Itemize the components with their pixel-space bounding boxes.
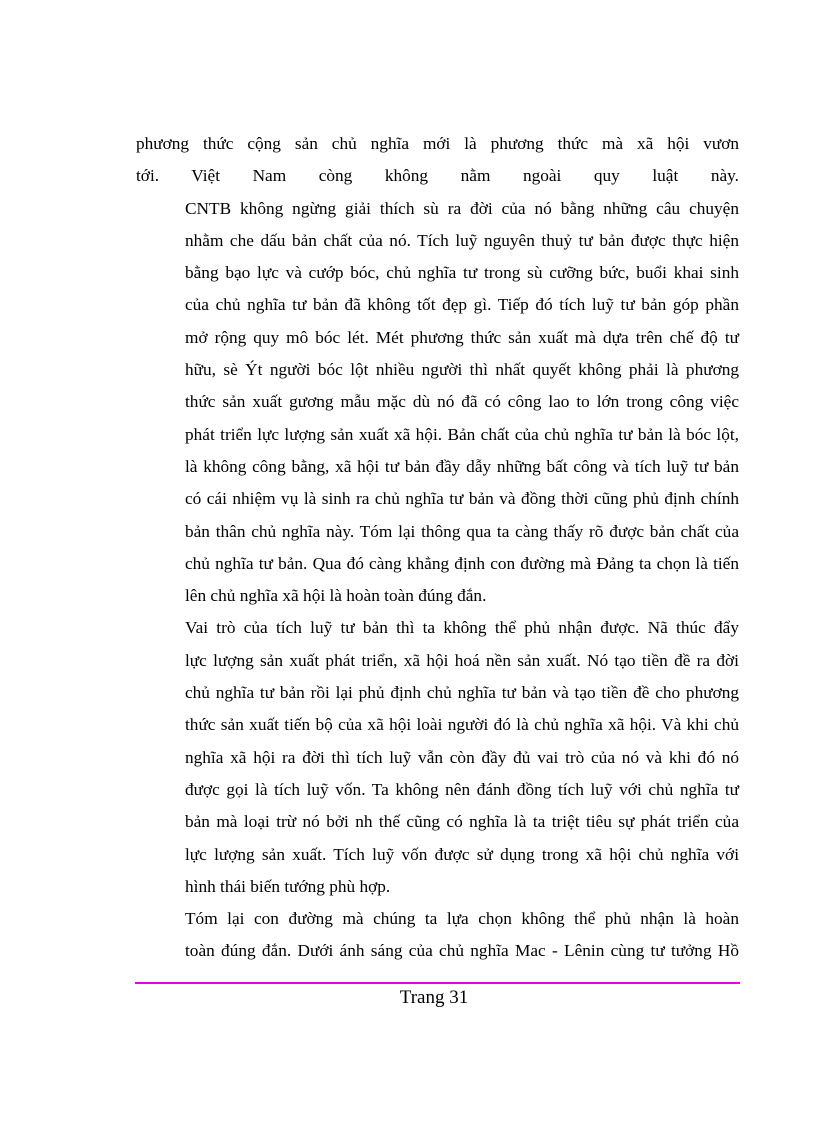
paragraph-3 — [136, 612, 739, 903]
text-line: của chủ nghĩa tư bản đã không tốt đẹp gì. Tiếp đó tích luỹ tư bản góp phần — [185, 295, 739, 315]
text-line: nghĩa xã hội ra đời thì tích luỹ vẫn còn đầy đủ vai trò của nó và khi đó nó — [185, 747, 739, 767]
text-line: chủ nghĩa tư bản. Qua đó càng khẳng định con đường mà Đảng ta chọn là tiến — [185, 553, 739, 573]
text-line: có cái nhiệm vụ là sinh ra chủ nghĩa tư bản và đồng thời cũng phủ định chính — [185, 489, 739, 509]
text-line: phát triển lực lượng sản xuất xã hội. Bản chất của chủ nghĩa tư bản là bóc lột, — [185, 424, 739, 444]
text-line: hình thái biến tướng phù hợp. — [185, 876, 391, 896]
text-line: tới. Việt Nam còng không nằm ngoài quy luật này. — [136, 166, 739, 186]
text-line: Tóm lại con đường mà chúng ta lựa chọn không thể phủ nhận là hoàn — [185, 909, 739, 929]
text-line: thức sản xuất gương mẫu mặc dù nó đã có công lao to lớn trong công việc — [185, 392, 739, 412]
text-line: bằng bạo lực và cướp bóc, chủ nghĩa tư trong sù cưỡng bức, buổi khai sinh — [185, 263, 739, 283]
text-line: Vai trò của tích luỹ tư bản thì ta không thể phủ nhận được. Nã thúc đẩy — [185, 618, 739, 638]
text-line: bản thân chủ nghĩa này. Tóm lại thông qua ta càng thấy rõ được bản chất của — [185, 521, 739, 541]
text-line: CNTB không ngừng giải thích sù ra đời của nó bằng những câu chuyện — [185, 198, 739, 218]
text-line: bản mà loại trừ nó bởi nh thế cũng có nghĩa là ta triệt tiêu sự phát triển của — [185, 812, 739, 832]
text-line: hữu, sè Ýt người bóc lột nhiều người thì nhất quyết không phải là phương — [185, 360, 739, 380]
text-line: phương thức cộng sản chủ nghĩa mới là phương thức mà xã hội vươn — [136, 134, 739, 153]
paragraph-2 — [136, 193, 739, 613]
text-line: lực lượng sản xuất phát triển, xã hội hoá nền sản xuất. Nó tạo tiền đề ra đời — [185, 650, 739, 670]
page-number: Trang 31 — [399, 987, 469, 1008]
text-line: lực lượng sản xuất. Tích luỹ vốn được sử dụng trong xã hội chủ nghĩa với — [185, 844, 739, 864]
text-line: là không công bằng, xã hội tư bản đầy dẫy những bất công và tích luỹ tư bản — [185, 456, 739, 476]
text-line: toàn đúng đắn. Dưới ánh sáng của chủ nghĩa Mac - Lênin cùng tư tưởng Hồ — [185, 941, 739, 961]
text-line: được gọi là tích luỹ vốn. Ta không nên đánh đồng tích luỹ với chủ nghĩa tư — [185, 779, 739, 799]
text-line: mở rộng quy mô bóc lét. Mét phương thức sản xuất mà dựa trên chế độ tư — [185, 327, 739, 347]
paragraph-1 — [136, 128, 739, 193]
text-line: lên chủ nghĩa xã hội là hoàn toàn đúng đắn. — [185, 586, 487, 606]
text-line: nhằm che dấu bản chất của nó. Tích luỹ nguyên thuỷ tư bản được thực hiện — [185, 230, 739, 250]
paragraph-4 — [136, 903, 739, 968]
text-line: thức sản xuất tiến bộ của xã hội loài người đó là chủ nghĩa xã hội. Và khi chủ — [185, 715, 739, 735]
body-text — [136, 128, 739, 968]
text-line: chủ nghĩa tư bản rồi lại phủ định chủ nghĩa tư bản và tạo tiền đề cho phương — [185, 683, 739, 703]
